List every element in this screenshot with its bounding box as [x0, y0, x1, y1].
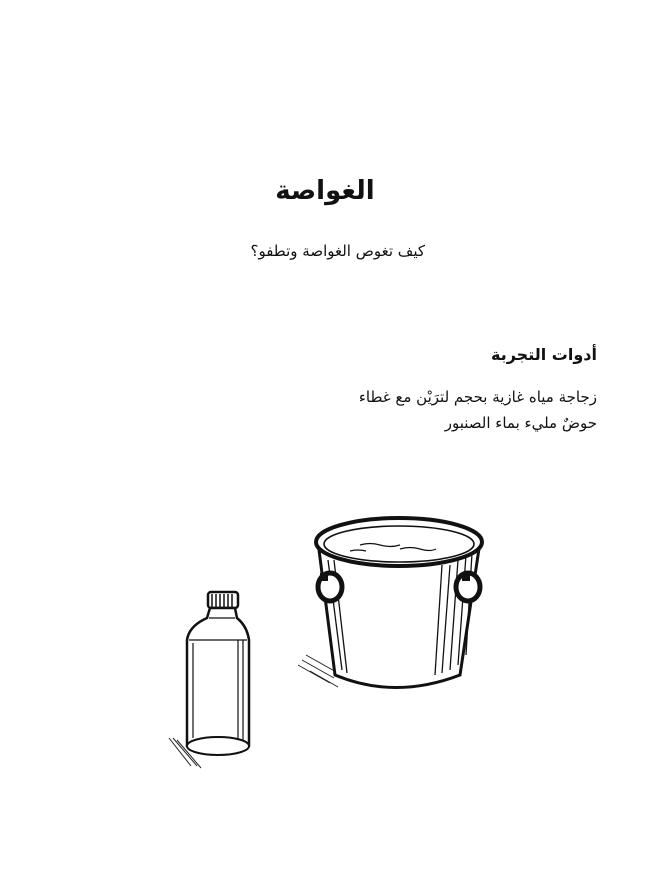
material-item: حوضٌ مليء بماء الصنبور — [444, 414, 597, 432]
tub-illustration — [290, 505, 500, 705]
materials-list — [150, 384, 597, 436]
page-title: الغواصة — [275, 176, 375, 206]
materials-section — [150, 345, 597, 436]
material-item: زجاجة مياه غازية بحجم لترَيْن مع غطاء — [358, 388, 597, 406]
guiding-question: كيف تغوص الغواصة وتطفو؟ — [250, 242, 425, 260]
materials-heading: أدوات التجربة — [491, 345, 597, 364]
bottle-illustration — [165, 588, 265, 773]
